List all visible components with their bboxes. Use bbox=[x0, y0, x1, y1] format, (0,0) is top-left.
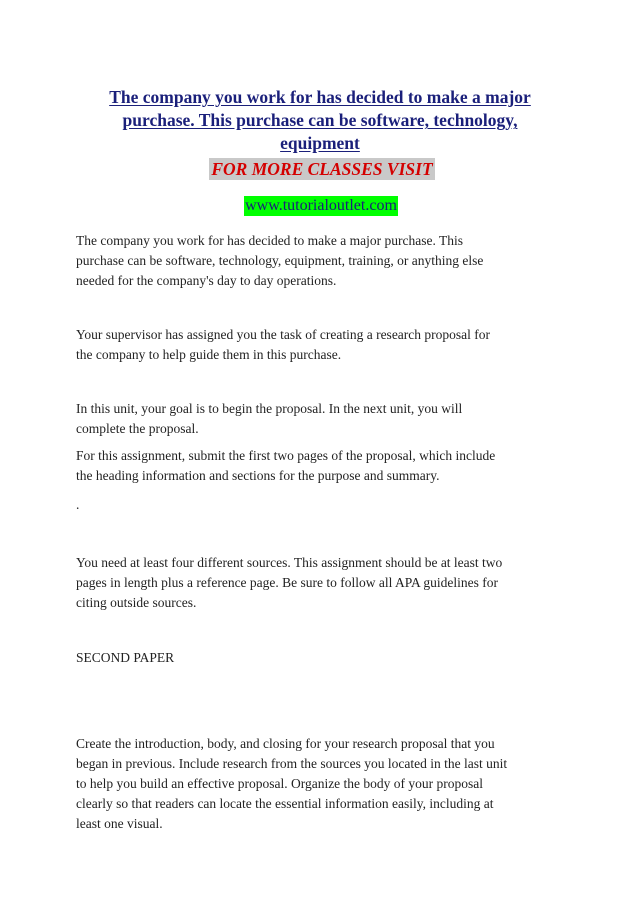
paragraph-sources bbox=[76, 553, 566, 613]
promo-banner bbox=[0, 158, 638, 180]
paragraph-line: purchase can be software, technology, equipment, training, or anything else bbox=[76, 253, 484, 268]
paragraph-line: began in previous. Include research from the sources you located in the last unit bbox=[76, 756, 508, 771]
paragraph-assignment bbox=[76, 446, 566, 486]
promo-text: FOR MORE CLASSES VISIT bbox=[211, 159, 433, 179]
paragraph-unit-goal bbox=[76, 399, 566, 439]
paragraph-line: For this assignment, submit the first two pages of the proposal, which include bbox=[76, 448, 496, 463]
paragraph-line: The company you work for has decided to make a major purchase. This bbox=[76, 233, 464, 248]
paragraph-line: Create the introduction, body, and closing for your research proposal that you bbox=[76, 736, 495, 751]
paragraph-line: SECOND PAPER bbox=[76, 650, 175, 665]
paragraph-supervisor bbox=[76, 325, 566, 365]
paragraph-line: Your supervisor has assigned you the task of creating a research proposal for bbox=[76, 327, 491, 342]
paragraph-dot bbox=[76, 495, 566, 515]
paragraph-line: least one visual. bbox=[76, 816, 163, 831]
paragraph-line: needed for the company's day to day operations. bbox=[76, 273, 337, 288]
link-row bbox=[0, 196, 638, 216]
title-line: equipment bbox=[280, 133, 360, 153]
paragraph-intro bbox=[76, 231, 566, 291]
title-line: The company you work for has decided to make a major bbox=[109, 87, 531, 107]
paragraph-line: citing outside sources. bbox=[76, 595, 197, 610]
section-heading-second-paper bbox=[76, 648, 566, 668]
paragraph-line: clearly so that readers can locate the essential information easily, including at bbox=[76, 796, 494, 811]
website-link[interactable]: www.tutorialoutlet.com bbox=[245, 197, 397, 214]
paragraph-line: to help you build an effective proposal. Organize the body of your proposal bbox=[76, 776, 484, 791]
document-title bbox=[60, 86, 580, 155]
paragraph-line: pages in length plus a reference page. Be sure to follow all APA guidelines for bbox=[76, 575, 499, 590]
paragraph-line: . bbox=[76, 497, 80, 512]
paragraph-line: In this unit, your goal is to begin the proposal. In the next unit, you will bbox=[76, 401, 463, 416]
paragraph-second-paper bbox=[76, 734, 566, 834]
title-line: purchase. This purchase can be software, technology, bbox=[122, 110, 518, 130]
paragraph-line: the heading information and sections for the purpose and summary. bbox=[76, 468, 440, 483]
paragraph-line: You need at least four different sources. This assignment should be at least two bbox=[76, 555, 503, 570]
paragraph-line: the company to help guide them in this purchase. bbox=[76, 347, 342, 362]
paragraph-line: complete the proposal. bbox=[76, 421, 199, 436]
